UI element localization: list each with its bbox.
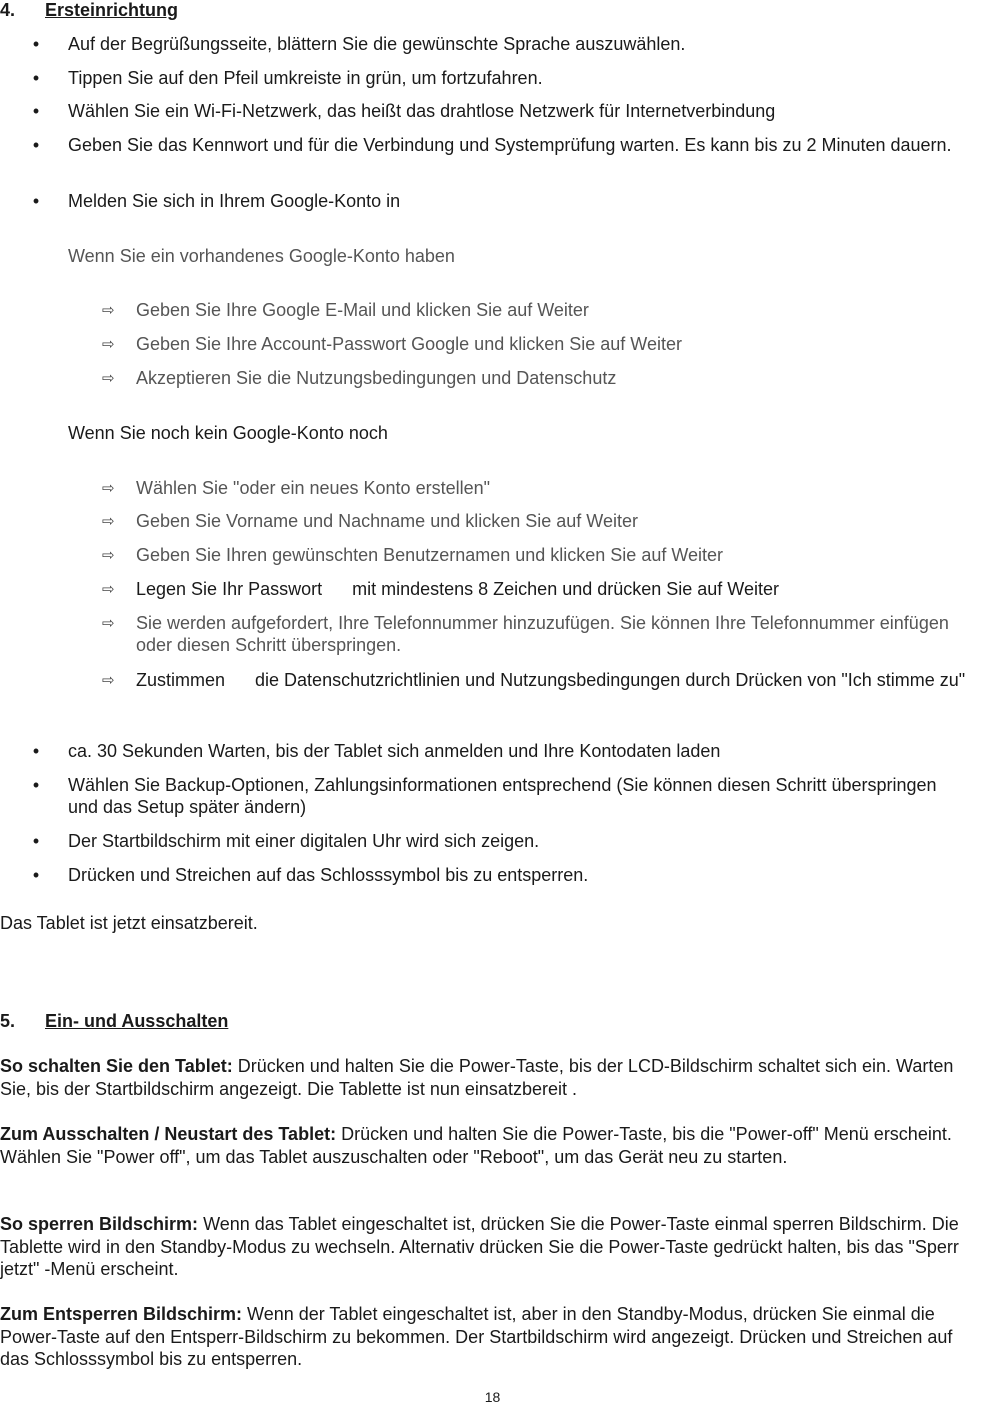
arrow-right-icon: ⇨ (102, 614, 115, 632)
paragraph-text: Wenn der Tablet eingeschaltet ist, aber in den Standby-Modus, drücken Sie einmal die Power-Taste auf den Entsperr-Bildschirm zu bekommen. Der Startbildschirm wird angezeigt. Drücken und Streichen auf das Schlosssymbol bis zu entsperren. (0, 1304, 953, 1369)
arrow-right-icon: ⇨ (102, 546, 115, 564)
bullet-icon: • (32, 831, 40, 851)
section-number: 4. (0, 0, 16, 20)
page-number: 18 (484, 1389, 501, 1405)
arrow-right-icon: ⇨ (102, 301, 115, 319)
bullet-icon: • (32, 741, 40, 761)
bullet-icon: • (32, 191, 40, 211)
arrow-right-icon: ⇨ (102, 479, 115, 497)
paragraph-power-on (0, 1055, 985, 1100)
no-account-heading: Wenn Sie noch kein Google-Konto noch (68, 423, 388, 443)
bullet-icon: • (32, 68, 40, 88)
arrow-right-icon: ⇨ (102, 580, 115, 598)
arrow-right-icon: ⇨ (102, 335, 115, 353)
arrow-right-icon: ⇨ (102, 369, 115, 387)
arrow-right-icon: ⇨ (102, 512, 115, 530)
arrow-right-icon: ⇨ (102, 671, 115, 689)
section-title: Ersteinrichtung (45, 0, 179, 20)
paragraph-text: Drücken und halten Sie die Power-Taste, bis die "Power-off" Menü erscheint. Wählen Sie "Power off", um das Tablet auszuschalten oder "Reboot", um das Gerät neu zu starten. (0, 1124, 952, 1167)
existing-account-heading: Wenn Sie ein vorhandenes Google-Konto haben (68, 246, 455, 266)
paragraph-text: Wenn das Tablet eingeschaltet ist, drücken Sie die Power-Taste einmal sperren Bildschirm. Die Tablette wird in den Standby-Modus zu wechseln. Alternativ drücken Sie die Power-Taste gedrückt halten, bis das "Sperr jetzt" -Menü erscheint. (0, 1214, 959, 1279)
section-number: 5. (0, 1011, 16, 1031)
paragraph-label: So sperren Bildschirm: (0, 1214, 199, 1234)
bullet-icon: • (32, 865, 40, 885)
paragraph-label: Zum Ausschalten / Neustart des Tablet: (0, 1124, 337, 1144)
paragraph-label: So schalten Sie den Tablet: (0, 1056, 233, 1076)
bullet-icon: • (32, 775, 40, 795)
paragraph-unlock-screen (0, 1303, 985, 1371)
bullet-icon: • (32, 101, 40, 121)
paragraph-lock-screen (0, 1213, 985, 1281)
section-5-heading (0, 1011, 228, 1032)
paragraph-label: Zum Entsperren Bildschirm: (0, 1304, 243, 1324)
bullet-icon: • (32, 34, 40, 54)
paragraph-text: Drücken und halten Sie die Power-Taste, bis der LCD-Bildschirm schaltet sich ein. Warten Sie, bis der Startbildschirm angezeigt. Die Tablette ist nun einsatzbereit . (0, 1056, 954, 1099)
section-4-heading (0, 0, 178, 21)
closing-sentence: Das Tablet ist jetzt einsatzbereit. (0, 913, 258, 933)
paragraph-power-off (0, 1123, 985, 1168)
bullet-icon: • (32, 135, 40, 155)
section-title: Ein- und Ausschalten (45, 1011, 229, 1031)
